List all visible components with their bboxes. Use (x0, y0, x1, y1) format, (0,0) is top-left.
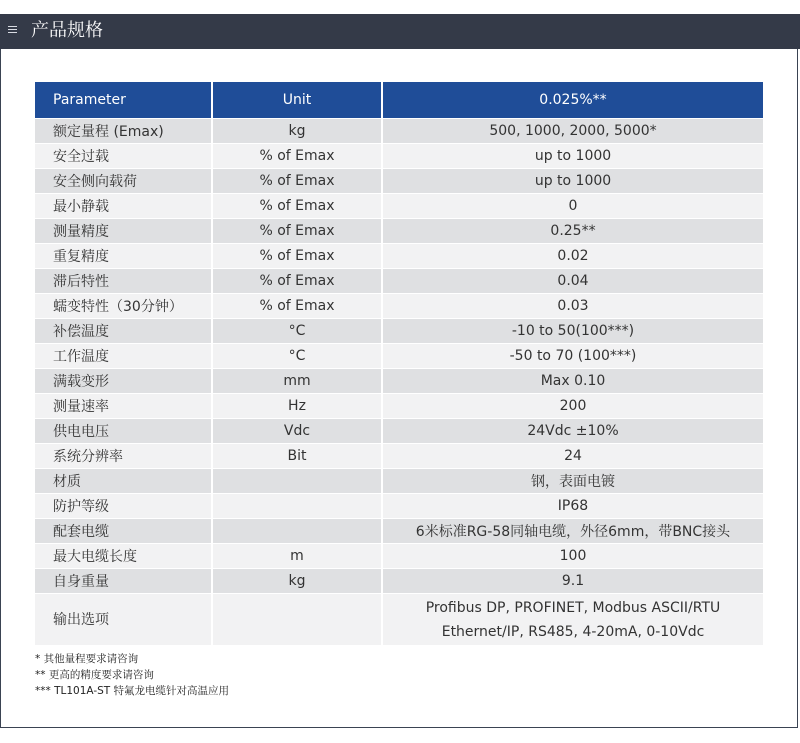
spec-table (35, 82, 763, 646)
row-unit (213, 494, 383, 519)
row-value: up to 1000 (383, 169, 763, 194)
footnote: * 其他量程要求请咨询 (35, 653, 139, 665)
row-value: Max 0.10 (383, 369, 763, 394)
footnotes (35, 651, 229, 699)
row-parameter: 测量速率 (35, 394, 213, 419)
row-value: 0.03 (383, 294, 763, 319)
row-parameter: 安全过载 (35, 144, 213, 169)
column-header-value: 0.025%** (383, 82, 763, 119)
row-unit: kg (213, 569, 383, 594)
table-row (35, 294, 763, 319)
table-row (35, 569, 763, 594)
row-parameter: 最大电缆长度 (35, 544, 213, 569)
row-parameter: 满载变形 (35, 369, 213, 394)
row-parameter: 供电电压 (35, 419, 213, 444)
table-row (35, 544, 763, 569)
row-unit: % of Emax (213, 244, 383, 269)
row-parameter: 补偿温度 (35, 319, 213, 344)
row-value: -10 to 50(100***) (383, 319, 763, 344)
row-parameter: 最小静载 (35, 194, 213, 219)
row-parameter: 工作温度 (35, 344, 213, 369)
row-value: 24 (383, 444, 763, 469)
section-title: 产品规格 (31, 20, 103, 41)
value-line: Profibus DP, PROFINET, Modbus ASCII/RTU (425, 599, 721, 616)
row-parameter: 蠕变特性（30分钟） (35, 294, 213, 319)
row-unit: Hz (213, 394, 383, 419)
table-row (35, 194, 763, 219)
row-unit: % of Emax (213, 294, 383, 319)
row-parameter: 防护等级 (35, 494, 213, 519)
footnote: ** 更高的精度要求请咨询 (35, 669, 154, 681)
column-header-parameter: Parameter (35, 82, 213, 119)
row-unit: mm (213, 369, 383, 394)
row-value: 6米标准RG-58同轴电缆，外径6mm，带BNC接头 (383, 519, 763, 544)
row-value: 100 (383, 544, 763, 569)
row-unit: % of Emax (213, 219, 383, 244)
table-row (35, 469, 763, 494)
table-row (35, 519, 763, 544)
row-value: 200 (383, 394, 763, 419)
row-unit: °C (213, 344, 383, 369)
row-parameter: 材质 (35, 469, 213, 494)
row-unit: % of Emax (213, 169, 383, 194)
table-row (35, 419, 763, 444)
row-parameter: 滞后特性 (35, 269, 213, 294)
section-header (0, 14, 800, 49)
row-unit: % of Emax (213, 194, 383, 219)
row-parameter: 系统分辨率 (35, 444, 213, 469)
row-unit: kg (213, 119, 383, 144)
row-unit (213, 594, 383, 646)
row-value: 0.04 (383, 269, 763, 294)
table-row (35, 269, 763, 294)
table-header-row (35, 82, 763, 119)
row-parameter: 额定量程 (Emax) (35, 119, 213, 144)
row-unit: °C (213, 319, 383, 344)
column-header-unit: Unit (213, 82, 383, 119)
row-value: IP68 (383, 494, 763, 519)
table-row (35, 369, 763, 394)
row-parameter: 重复精度 (35, 244, 213, 269)
row-unit (213, 519, 383, 544)
row-unit: % of Emax (213, 144, 383, 169)
row-unit: m (213, 544, 383, 569)
row-value: up to 1000 (383, 144, 763, 169)
list-icon (8, 26, 17, 35)
table-row (35, 344, 763, 369)
row-value: 24Vdc ±10% (383, 419, 763, 444)
table-row (35, 119, 763, 144)
row-parameter: 自身重量 (35, 569, 213, 594)
table-row (35, 444, 763, 469)
table-row (35, 394, 763, 419)
row-unit: Bit (213, 444, 383, 469)
table-row (35, 594, 763, 646)
row-value: 9.1 (383, 569, 763, 594)
row-value (383, 594, 763, 646)
row-parameter: 安全侧向载荷 (35, 169, 213, 194)
row-value: -50 to 70 (100***) (383, 344, 763, 369)
table-row (35, 169, 763, 194)
footnote: *** TL101A-ST 特氟龙电缆针对高温应用 (35, 685, 230, 697)
row-parameter: 测量精度 (35, 219, 213, 244)
row-value: 钢，表面电镀 (383, 469, 763, 494)
row-value: 0.02 (383, 244, 763, 269)
row-unit: Vdc (213, 419, 383, 444)
table-row (35, 244, 763, 269)
table-row (35, 144, 763, 169)
row-unit: % of Emax (213, 269, 383, 294)
table-row (35, 494, 763, 519)
row-value: 500, 1000, 2000, 5000* (383, 119, 763, 144)
row-unit (213, 469, 383, 494)
row-value: 0 (383, 194, 763, 219)
value-line: Ethernet/IP, RS485, 4-20mA, 0-10Vdc (441, 623, 705, 640)
row-parameter: 输出选项 (35, 594, 213, 646)
table-row (35, 219, 763, 244)
row-parameter: 配套电缆 (35, 519, 213, 544)
row-value: 0.25** (383, 219, 763, 244)
table-row (35, 319, 763, 344)
